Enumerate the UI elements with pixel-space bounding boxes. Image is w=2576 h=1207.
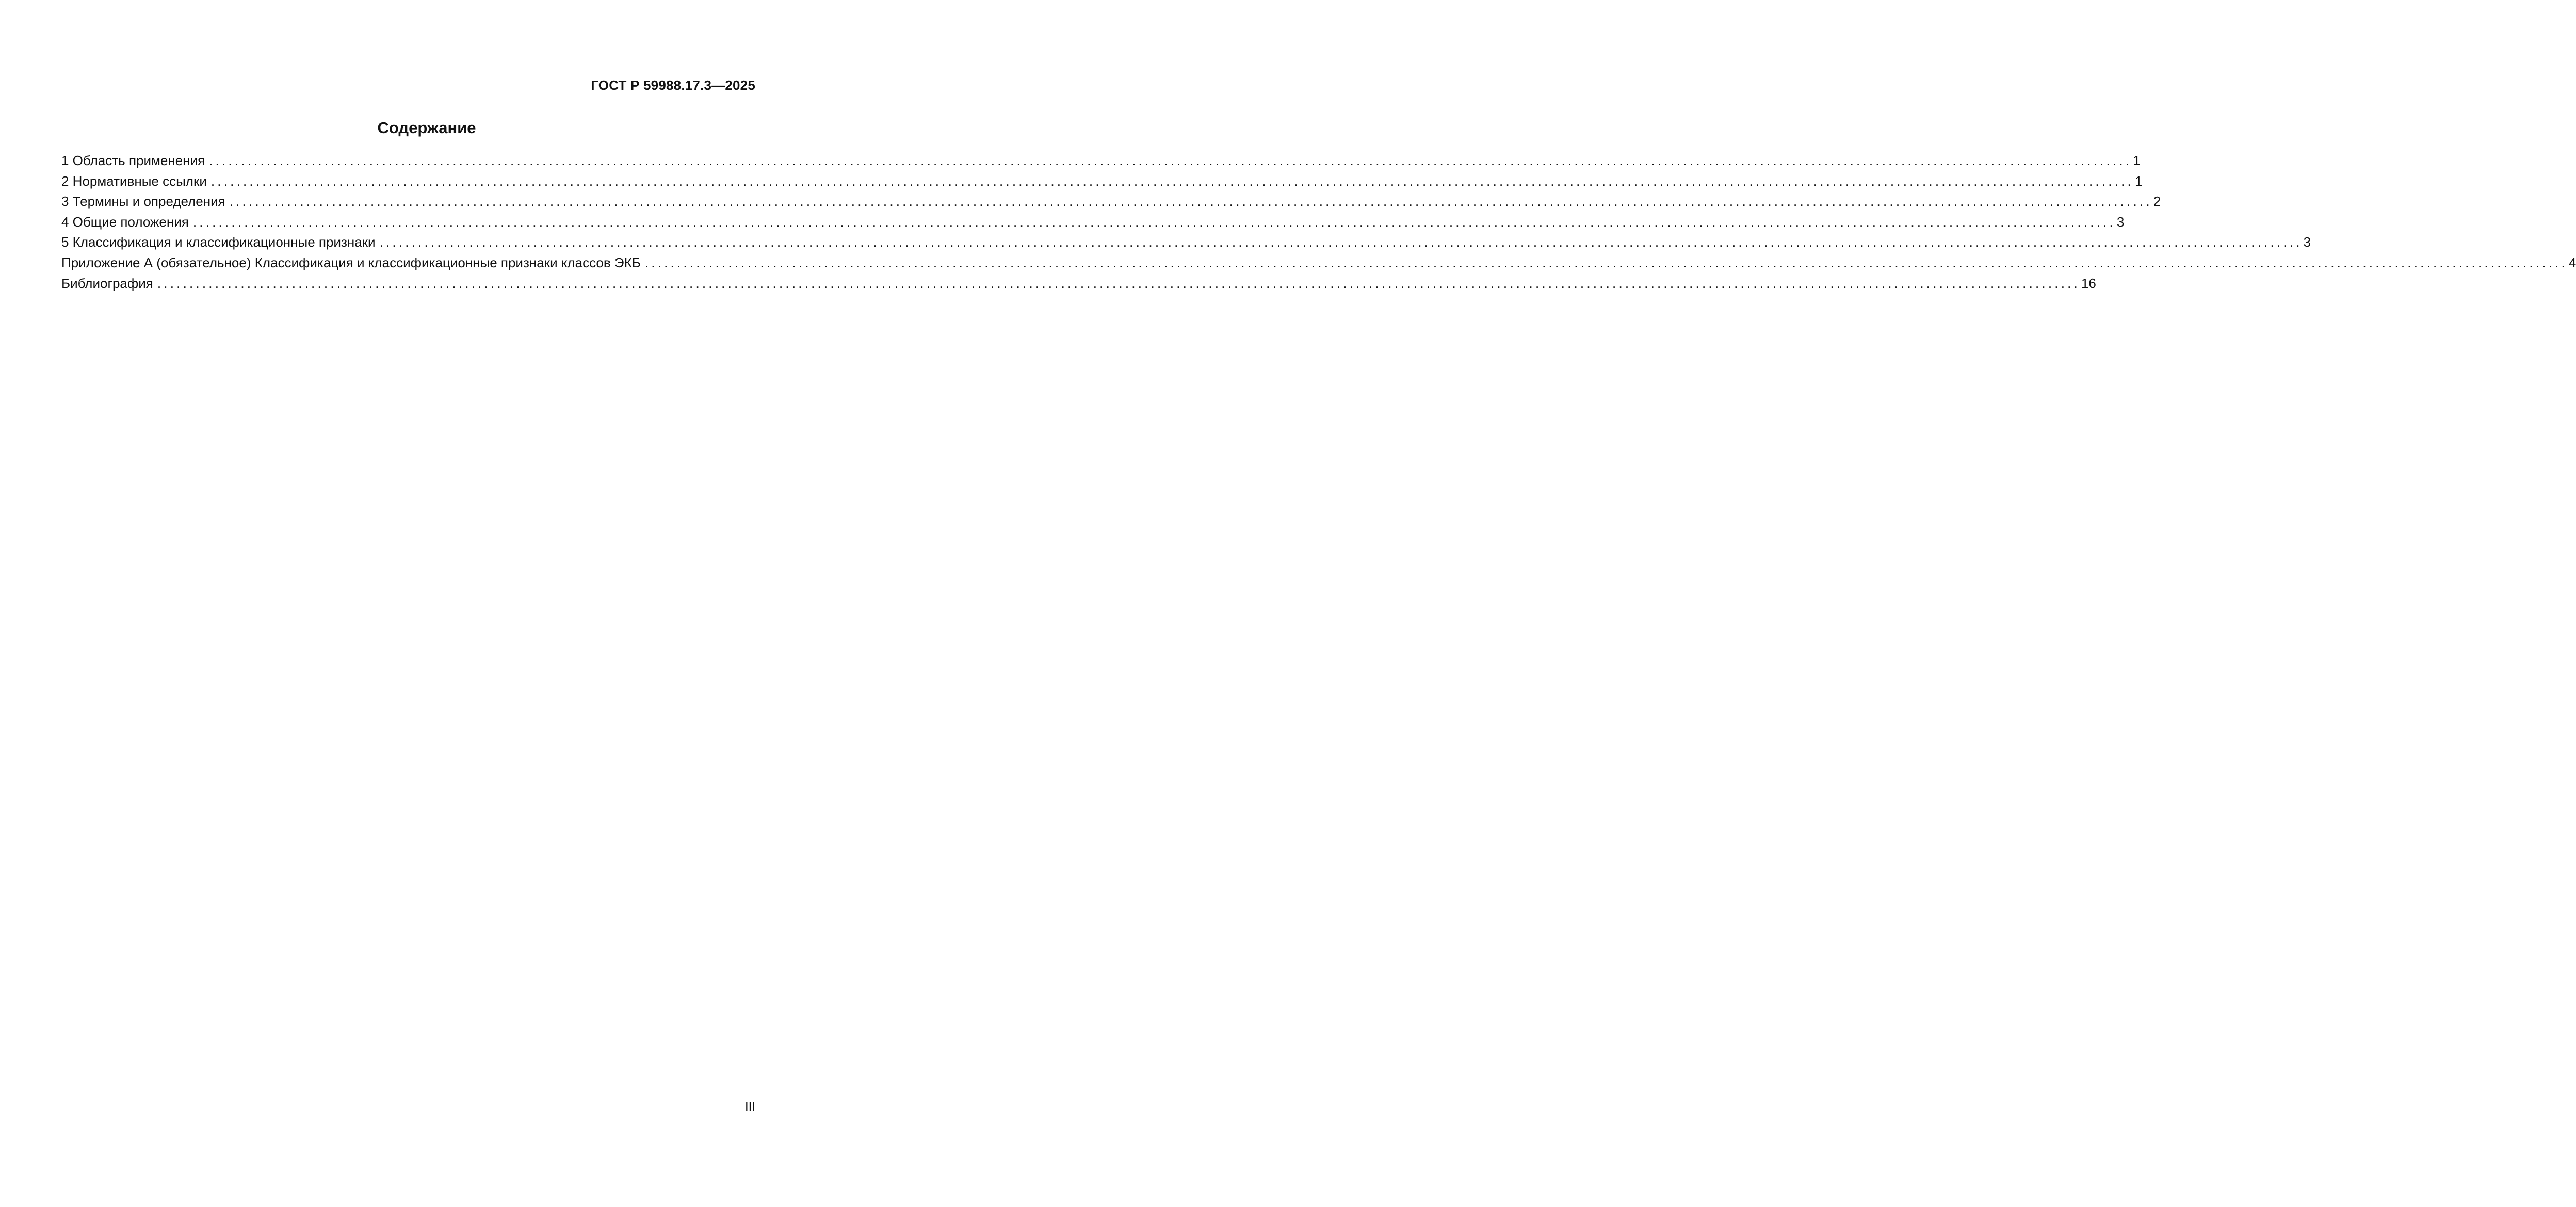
toc-entry[interactable]	[61, 191, 2161, 212]
toc-leader-dots: ............................................................................................................................................................................................................................................................................................................	[379, 234, 2303, 250]
toc-entry-text: 4 Общие положения	[61, 214, 189, 230]
toc-entry-page: 16	[2081, 275, 2096, 291]
toc-entry[interactable]	[61, 232, 2311, 253]
toc-entry-page: 1	[2133, 153, 2141, 168]
toc-leader-dots: ............................................................................................................................................................................................................................................................................................................	[229, 194, 2152, 210]
page-number: III	[744, 1100, 755, 1114]
toc-leader-dots: ............................................................................................................................................................................................................................................................................................................	[157, 275, 2080, 291]
toc-entry-text: Библиография	[61, 275, 153, 291]
toc-entry-page: 4	[2568, 254, 2576, 270]
toc-entry-text: 3 Термины и определения	[61, 194, 225, 210]
toc-leader-dots: ............................................................................................................................................................................................................................................................................................................	[644, 254, 2568, 270]
toc-entry-text: Приложение А (обязательное) Классификация и классификационные признаки классов ЭКБ	[61, 254, 641, 270]
toc-entry-page: 2	[2153, 194, 2161, 210]
toc-entry[interactable]	[61, 171, 2143, 192]
toc-leader-dots: ............................................................................................................................................................................................................................................................................................................	[209, 153, 2132, 168]
table-of-contents	[61, 151, 2576, 294]
toc-leader-dots: ............................................................................................................................................................................................................................................................................................................	[210, 173, 2134, 189]
toc-entry[interactable]	[61, 212, 2125, 233]
toc-entry-page: 3	[2116, 214, 2125, 230]
document-code: ГОСТ Р 59988.17.3—2025	[591, 77, 755, 93]
toc-entry[interactable]	[61, 151, 2141, 171]
toc-entry[interactable]	[61, 273, 2096, 294]
toc-title: Содержание	[377, 119, 476, 137]
toc-entry-page: 3	[2303, 234, 2311, 250]
toc-leader-dots: ............................................................................................................................................................................................................................................................................................................	[192, 214, 2116, 230]
toc-entry-text: 2 Нормативные ссылки	[61, 173, 207, 189]
toc-entry[interactable]	[61, 253, 2576, 273]
toc-entry-text: 5 Классификация и классификационные признаки	[61, 234, 376, 250]
toc-entry-page: 1	[2134, 173, 2143, 189]
toc-entry-text: 1 Область применения	[61, 153, 205, 168]
